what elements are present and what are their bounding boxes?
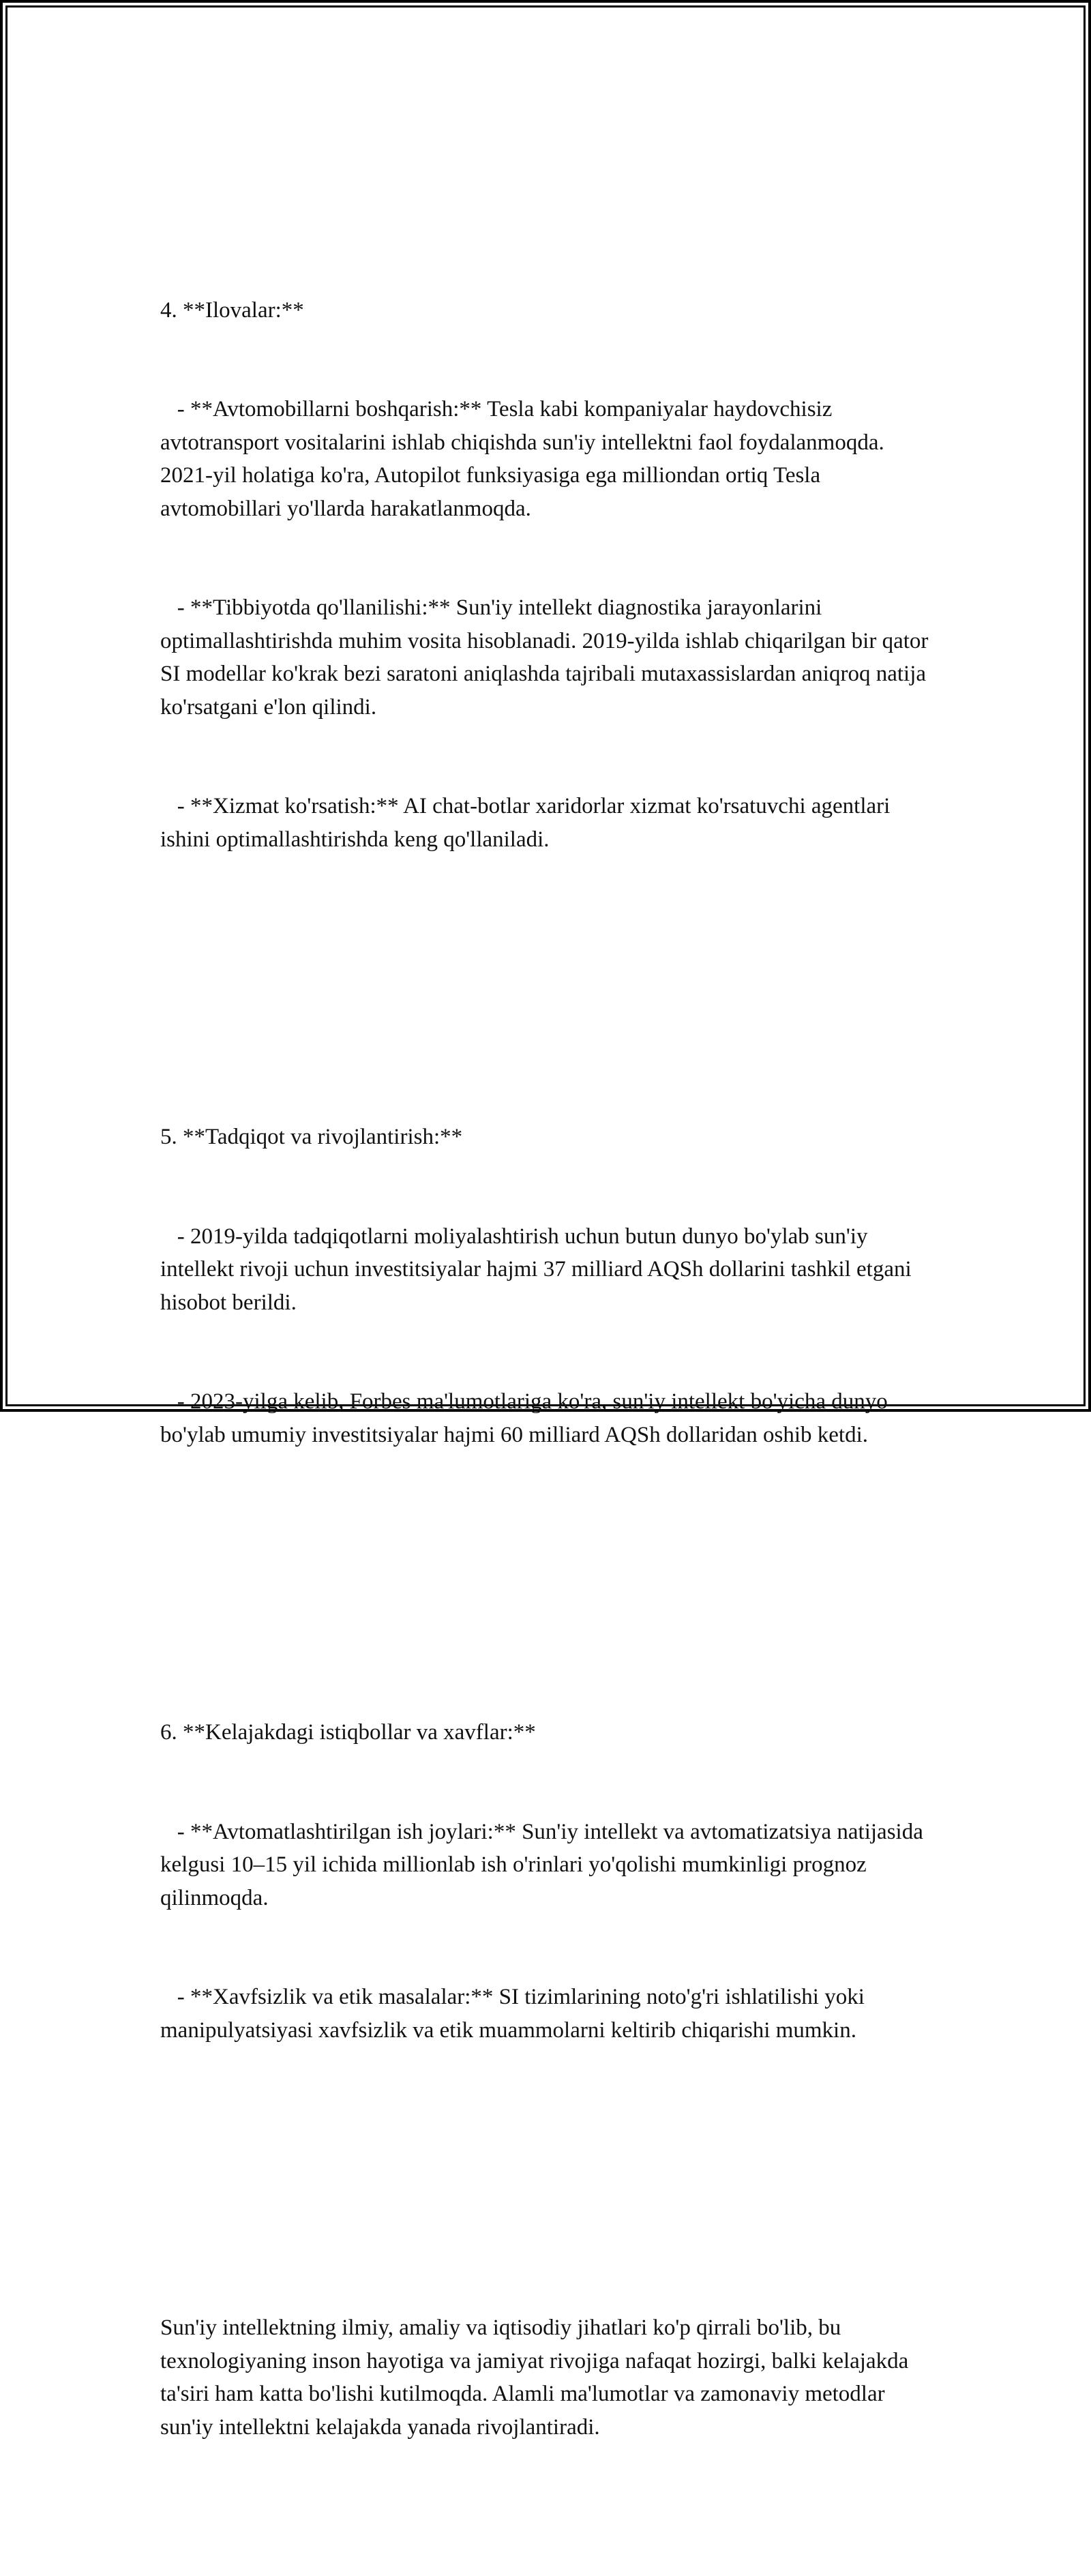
conclusion-text: Sun'iy intellektning ilmiy, amaliy va iqtisodiy jihatlari ko'p qirrali bo'lib, bu texnologiyaning inson hayotiga va jamiyat rivojiga nafaqat hozirgi, balki kelajakda ta'siri ham katta bo'lishi kutilmoqda. Alamli ma'lumotlar va zamonaviy metodlar sun'iy intellektni kelajakda yanada rivojlantiradi. (160, 2315, 914, 2440)
list-item: - **Xizmat ko'rsatish:** AI chat-botlar xaridorlar xizmat ko'rsatuvchi agentlari ishini optimallashtirishda keng qo'llaniladi. (160, 794, 896, 852)
section-kelajak (160, 1650, 938, 2113)
list-item: - 2023-yilga kelib, Forbes ma'lumotlariga ko'ra, sun'iy intellekt bo'yicha dunyo bo'ylab umumiy investitsiyalar hajmi 60 milliard AQSh dollaridan oshib ketdi. (160, 1389, 893, 1447)
list-item: - **Avtomatlashtirilgan ish joylari:** Sun'iy intellekt va avtomatizatsiya natijasida kelgusi 10–15 yil ichida millionlab ish o'rinlari yo'qolishi mumkinligi prognoz qilinmoqda. (160, 1819, 929, 1910)
list-item: - **Avtomobillarni boshqarish:** Tesla kabi kompaniyalar haydovchisiz avtotransport vositalarini ishlab chiqishda sun'iy intellektni faol foydalanmoqda. 2021-yil holatiga ko'ra, Autopilot funksiyasiga ega milliondan ortiq Tesla avtomobillari yo'llarda harakatlanmoqda. (160, 397, 890, 521)
document-body (160, 128, 938, 2576)
list-item: - **Tibbiyotda qo'llanilishi:** Sun'iy intellekt diagnostika jarayonlarini optimallashtirishda muhim vosita hisoblanadi. 2019-yilda ishlab chiqarilgan bir qator SI modellar ko'krak bezi saratoni aniqlashda tajribali mutaxassislardan aniqroq natija ko'rsatgani e'lon qilindi. (160, 595, 934, 720)
list-item: - 2019-yilda tadqiqotlarni moliyalashtirish uchun butun dunyo bo'ylab sun'iy intellekt rivoji uchun investitsiyalar hajmi 37 milliard AQSh dollarini tashkil etgani hisobot berildi. (160, 1224, 917, 1315)
section-tadqiqot (160, 1054, 938, 1518)
section-heading: 4. **Ilovalar:** (160, 297, 304, 323)
section-heading: 5. **Tadqiqot va rivojlantirish:** (160, 1125, 463, 1149)
section-ilovalar (160, 228, 938, 923)
conclusion-paragraph (160, 2245, 938, 2510)
list-item: - **Xavfsizlik va etik masalalar:** SI tizimlarining noto'g'ri ishlatilishi yoki manipulyatsiyasi xavfsizlik va etik muammolarni keltirib chiqarishi mumkin. (160, 1985, 871, 2043)
section-heading: 6. **Kelajakdagi istiqbollar va xavflar:** (160, 1720, 536, 1745)
